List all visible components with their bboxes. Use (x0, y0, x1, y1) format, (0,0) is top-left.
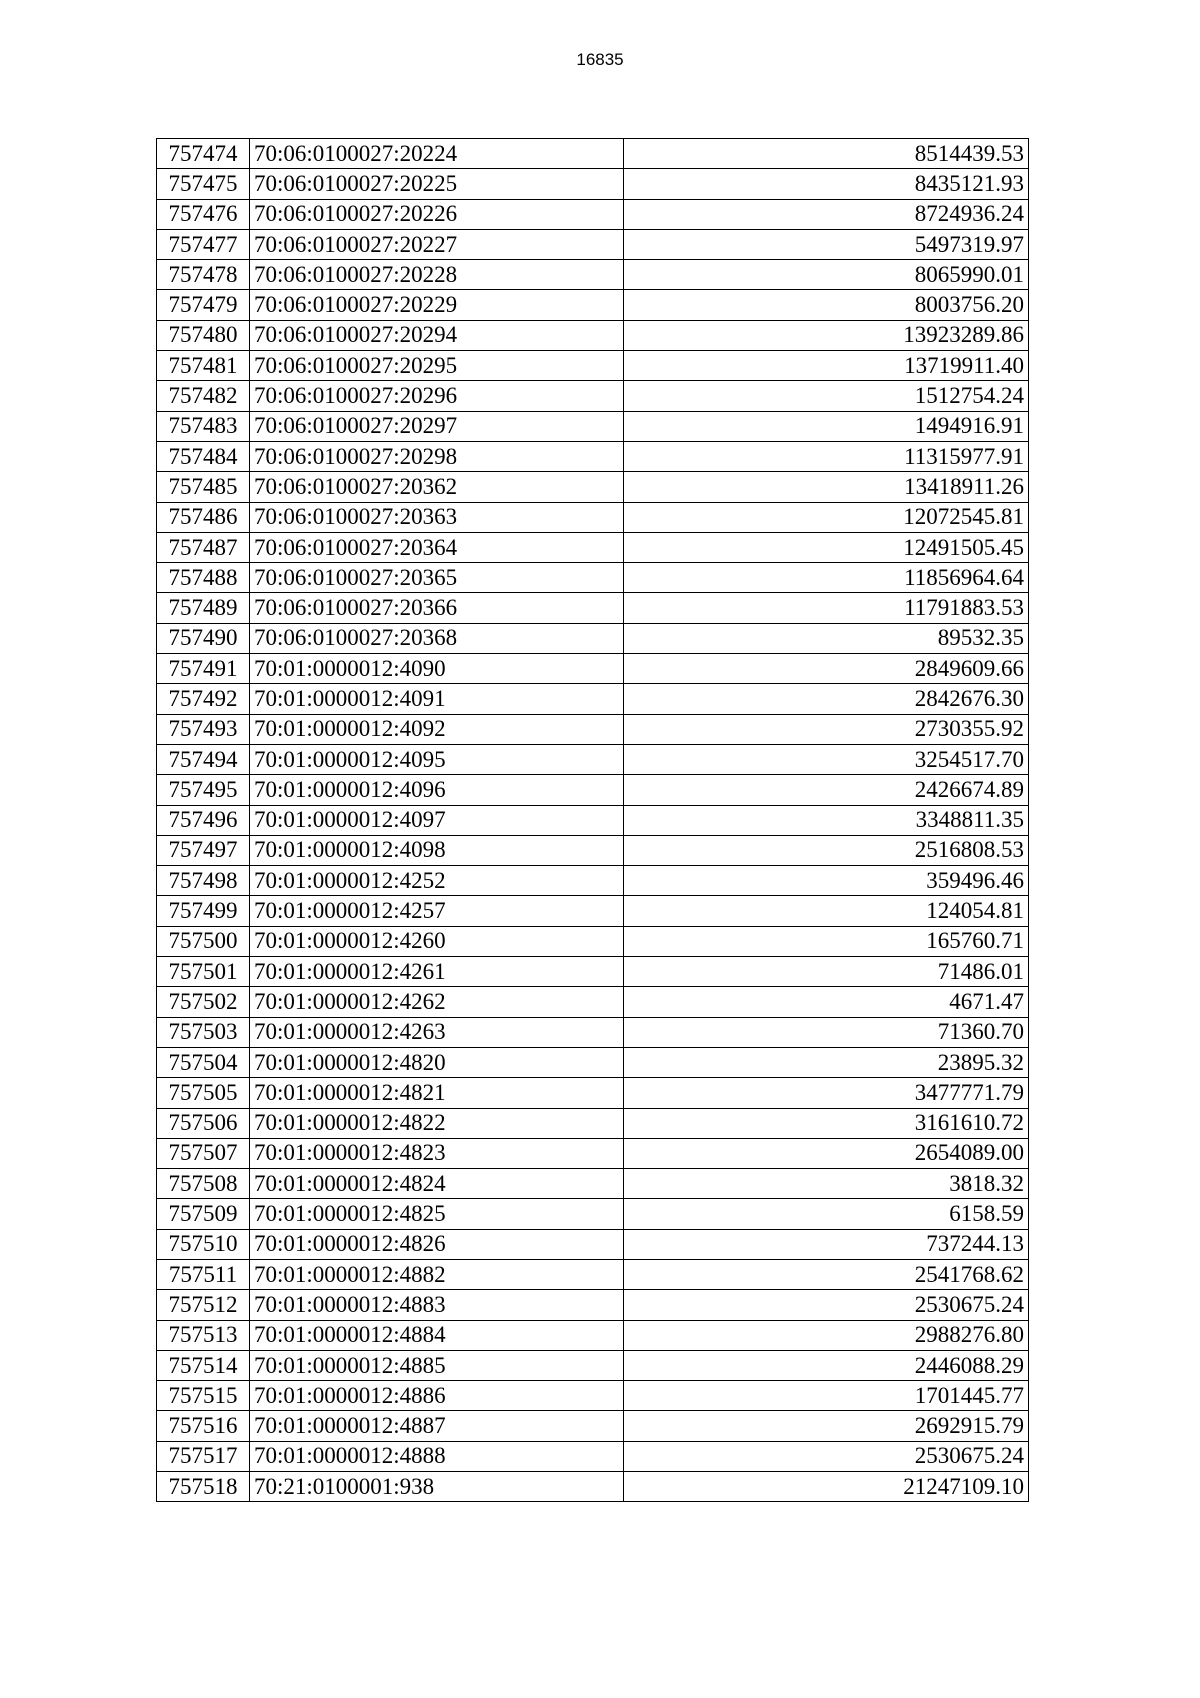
row-number-cell: 757516 (157, 1411, 250, 1441)
table-row (157, 1199, 1029, 1229)
row-number-cell: 757513 (157, 1320, 250, 1350)
table-row (157, 1259, 1029, 1289)
cadastral-number-cell: 70:06:0100027:20229 (250, 290, 624, 320)
row-number-cell: 757484 (157, 441, 250, 471)
value-cell: 1494916.91 (624, 411, 1029, 441)
cadastral-number-cell: 70:01:0000012:4821 (250, 1078, 624, 1108)
row-number-cell: 757490 (157, 623, 250, 653)
cadastral-number-cell: 70:01:0000012:4262 (250, 987, 624, 1017)
row-number-cell: 757500 (157, 926, 250, 956)
table-row (157, 654, 1029, 684)
table-row (157, 1441, 1029, 1471)
value-cell: 71486.01 (624, 957, 1029, 987)
page-number: 16835 (576, 50, 624, 69)
table-row (157, 866, 1029, 896)
cadastral-number-cell: 70:06:0100027:20298 (250, 441, 624, 471)
value-cell: 8724936.24 (624, 199, 1029, 229)
row-number-cell: 757496 (157, 805, 250, 835)
row-number-cell: 757478 (157, 260, 250, 290)
value-cell: 2730355.92 (624, 714, 1029, 744)
cadastral-number-cell: 70:01:0000012:4098 (250, 835, 624, 865)
cadastral-number-cell: 70:06:0100027:20296 (250, 381, 624, 411)
cadastral-number-cell: 70:06:0100027:20297 (250, 411, 624, 441)
row-number-cell: 757509 (157, 1199, 250, 1229)
value-cell: 11315977.91 (624, 441, 1029, 471)
cadastral-number-cell: 70:06:0100027:20294 (250, 320, 624, 350)
cadastral-number-cell: 70:01:0000012:4884 (250, 1320, 624, 1350)
row-number-cell: 757479 (157, 290, 250, 320)
value-cell: 2541768.62 (624, 1259, 1029, 1289)
cadastral-number-cell: 70:06:0100027:20225 (250, 169, 624, 199)
table-row (157, 502, 1029, 532)
table-row (157, 320, 1029, 350)
cadastral-number-cell: 70:01:0000012:4822 (250, 1108, 624, 1138)
table-row (157, 835, 1029, 865)
cadastral-number-cell: 70:06:0100027:20365 (250, 563, 624, 593)
row-number-cell: 757501 (157, 957, 250, 987)
cadastral-number-cell: 70:06:0100027:20295 (250, 351, 624, 381)
value-cell: 21247109.10 (624, 1472, 1029, 1502)
row-number-cell: 757499 (157, 896, 250, 926)
row-number-cell: 757518 (157, 1472, 250, 1502)
value-cell: 89532.35 (624, 623, 1029, 653)
value-cell: 3161610.72 (624, 1108, 1029, 1138)
row-number-cell: 757475 (157, 169, 250, 199)
table-row (157, 744, 1029, 774)
cadastral-number-cell: 70:01:0000012:4826 (250, 1229, 624, 1259)
row-number-cell: 757504 (157, 1047, 250, 1077)
table-row (157, 1320, 1029, 1350)
value-cell: 3477771.79 (624, 1078, 1029, 1108)
cadastral-number-cell: 70:01:0000012:4825 (250, 1199, 624, 1229)
table-row (157, 684, 1029, 714)
row-number-cell: 757505 (157, 1078, 250, 1108)
row-number-cell: 757480 (157, 320, 250, 350)
cadastral-number-cell: 70:01:0000012:4882 (250, 1259, 624, 1289)
value-cell: 2426674.89 (624, 775, 1029, 805)
cadastral-number-cell: 70:06:0100027:20362 (250, 472, 624, 502)
value-cell: 3348811.35 (624, 805, 1029, 835)
value-cell: 2446088.29 (624, 1350, 1029, 1380)
value-cell: 124054.81 (624, 896, 1029, 926)
table-row (157, 1108, 1029, 1138)
cadastral-number-cell: 70:06:0100027:20226 (250, 199, 624, 229)
row-number-cell: 757506 (157, 1108, 250, 1138)
row-number-cell: 757476 (157, 199, 250, 229)
table-row (157, 1350, 1029, 1380)
value-cell: 2849609.66 (624, 654, 1029, 684)
table-row (157, 1138, 1029, 1168)
table-row (157, 1078, 1029, 1108)
table-row (157, 563, 1029, 593)
value-cell: 8435121.93 (624, 169, 1029, 199)
table-row (157, 290, 1029, 320)
value-cell: 3818.32 (624, 1169, 1029, 1199)
value-cell: 13418911.26 (624, 472, 1029, 502)
cadastral-number-cell: 70:01:0000012:4260 (250, 926, 624, 956)
table-row (157, 411, 1029, 441)
row-number-cell: 757508 (157, 1169, 250, 1199)
row-number-cell: 757511 (157, 1259, 250, 1289)
row-number-cell: 757514 (157, 1350, 250, 1380)
row-number-cell: 757512 (157, 1290, 250, 1320)
data-table (156, 138, 1029, 1502)
cadastral-number-cell: 70:01:0000012:4887 (250, 1411, 624, 1441)
table-row (157, 199, 1029, 229)
cadastral-number-cell: 70:06:0100027:20368 (250, 623, 624, 653)
row-number-cell: 757482 (157, 381, 250, 411)
row-number-cell: 757495 (157, 775, 250, 805)
value-cell: 2692915.79 (624, 1411, 1029, 1441)
table-body (157, 139, 1029, 1502)
row-number-cell: 757510 (157, 1229, 250, 1259)
value-cell: 6158.59 (624, 1199, 1029, 1229)
cadastral-number-cell: 70:06:0100027:20227 (250, 229, 624, 259)
row-number-cell: 757489 (157, 593, 250, 623)
table-row (157, 926, 1029, 956)
value-cell: 2530675.24 (624, 1290, 1029, 1320)
value-cell: 8003756.20 (624, 290, 1029, 320)
table-row (157, 169, 1029, 199)
value-cell: 1512754.24 (624, 381, 1029, 411)
value-cell: 165760.71 (624, 926, 1029, 956)
value-cell: 2516808.53 (624, 835, 1029, 865)
row-number-cell: 757474 (157, 139, 250, 169)
value-cell: 11791883.53 (624, 593, 1029, 623)
table-row (157, 775, 1029, 805)
cadastral-number-cell: 70:01:0000012:4092 (250, 714, 624, 744)
table-row (157, 351, 1029, 381)
value-cell: 2988276.80 (624, 1320, 1029, 1350)
table-row (157, 1290, 1029, 1320)
cadastral-number-cell: 70:06:0100027:20363 (250, 502, 624, 532)
cadastral-number-cell: 70:01:0000012:4886 (250, 1381, 624, 1411)
value-cell: 737244.13 (624, 1229, 1029, 1259)
value-cell: 12072545.81 (624, 502, 1029, 532)
table-row (157, 260, 1029, 290)
cadastral-number-cell: 70:01:0000012:4252 (250, 866, 624, 896)
value-cell: 11856964.64 (624, 563, 1029, 593)
table-row (157, 532, 1029, 562)
value-cell: 359496.46 (624, 866, 1029, 896)
row-number-cell: 757477 (157, 229, 250, 259)
cadastral-number-cell: 70:01:0000012:4824 (250, 1169, 624, 1199)
cadastral-number-cell: 70:06:0100027:20366 (250, 593, 624, 623)
table-row (157, 1229, 1029, 1259)
value-cell: 5497319.97 (624, 229, 1029, 259)
table-row (157, 987, 1029, 1017)
table-row (157, 472, 1029, 502)
row-number-cell: 757483 (157, 411, 250, 441)
cadastral-number-cell: 70:01:0000012:4820 (250, 1047, 624, 1077)
row-number-cell: 757497 (157, 835, 250, 865)
cadastral-number-cell: 70:01:0000012:4096 (250, 775, 624, 805)
value-cell: 4671.47 (624, 987, 1029, 1017)
table-row (157, 593, 1029, 623)
value-cell: 12491505.45 (624, 532, 1029, 562)
table-row (157, 1411, 1029, 1441)
table-row (157, 139, 1029, 169)
table-row (157, 1381, 1029, 1411)
cadastral-number-cell: 70:01:0000012:4885 (250, 1350, 624, 1380)
value-cell: 13719911.40 (624, 351, 1029, 381)
cadastral-number-cell: 70:06:0100027:20228 (250, 260, 624, 290)
value-cell: 23895.32 (624, 1047, 1029, 1077)
row-number-cell: 757492 (157, 684, 250, 714)
cadastral-number-cell: 70:01:0000012:4097 (250, 805, 624, 835)
cadastral-number-cell: 70:01:0000012:4263 (250, 1017, 624, 1047)
cadastral-number-cell: 70:01:0000012:4888 (250, 1441, 624, 1471)
table-row (157, 1047, 1029, 1077)
row-number-cell: 757487 (157, 532, 250, 562)
row-number-cell: 757494 (157, 744, 250, 774)
row-number-cell: 757517 (157, 1441, 250, 1471)
row-number-cell: 757503 (157, 1017, 250, 1047)
table-row (157, 1017, 1029, 1047)
table-row (157, 441, 1029, 471)
cadastral-number-cell: 70:06:0100027:20224 (250, 139, 624, 169)
table-row (157, 896, 1029, 926)
row-number-cell: 757493 (157, 714, 250, 744)
cadastral-number-cell: 70:01:0000012:4257 (250, 896, 624, 926)
cadastral-number-cell: 70:06:0100027:20364 (250, 532, 624, 562)
cadastral-number-cell: 70:01:0000012:4883 (250, 1290, 624, 1320)
table-row (157, 381, 1029, 411)
row-number-cell: 757485 (157, 472, 250, 502)
value-cell: 13923289.86 (624, 320, 1029, 350)
value-cell: 2530675.24 (624, 1441, 1029, 1471)
value-cell: 8514439.53 (624, 139, 1029, 169)
cadastral-number-cell: 70:01:0000012:4823 (250, 1138, 624, 1168)
value-cell: 8065990.01 (624, 260, 1029, 290)
value-cell: 71360.70 (624, 1017, 1029, 1047)
value-cell: 2654089.00 (624, 1138, 1029, 1168)
row-number-cell: 757486 (157, 502, 250, 532)
value-cell: 1701445.77 (624, 1381, 1029, 1411)
table-row (157, 229, 1029, 259)
row-number-cell: 757481 (157, 351, 250, 381)
cadastral-number-cell: 70:21:0100001:938 (250, 1472, 624, 1502)
row-number-cell: 757498 (157, 866, 250, 896)
table-row (157, 1472, 1029, 1502)
row-number-cell: 757502 (157, 987, 250, 1017)
table-row (157, 714, 1029, 744)
cadastral-number-cell: 70:01:0000012:4261 (250, 957, 624, 987)
cadastral-number-cell: 70:01:0000012:4091 (250, 684, 624, 714)
value-cell: 2842676.30 (624, 684, 1029, 714)
cadastral-number-cell: 70:01:0000012:4090 (250, 654, 624, 684)
row-number-cell: 757491 (157, 654, 250, 684)
table-row (157, 957, 1029, 987)
value-cell: 3254517.70 (624, 744, 1029, 774)
row-number-cell: 757488 (157, 563, 250, 593)
row-number-cell: 757515 (157, 1381, 250, 1411)
row-number-cell: 757507 (157, 1138, 250, 1168)
table-row (157, 1169, 1029, 1199)
table-row (157, 805, 1029, 835)
table-row (157, 623, 1029, 653)
cadastral-number-cell: 70:01:0000012:4095 (250, 744, 624, 774)
